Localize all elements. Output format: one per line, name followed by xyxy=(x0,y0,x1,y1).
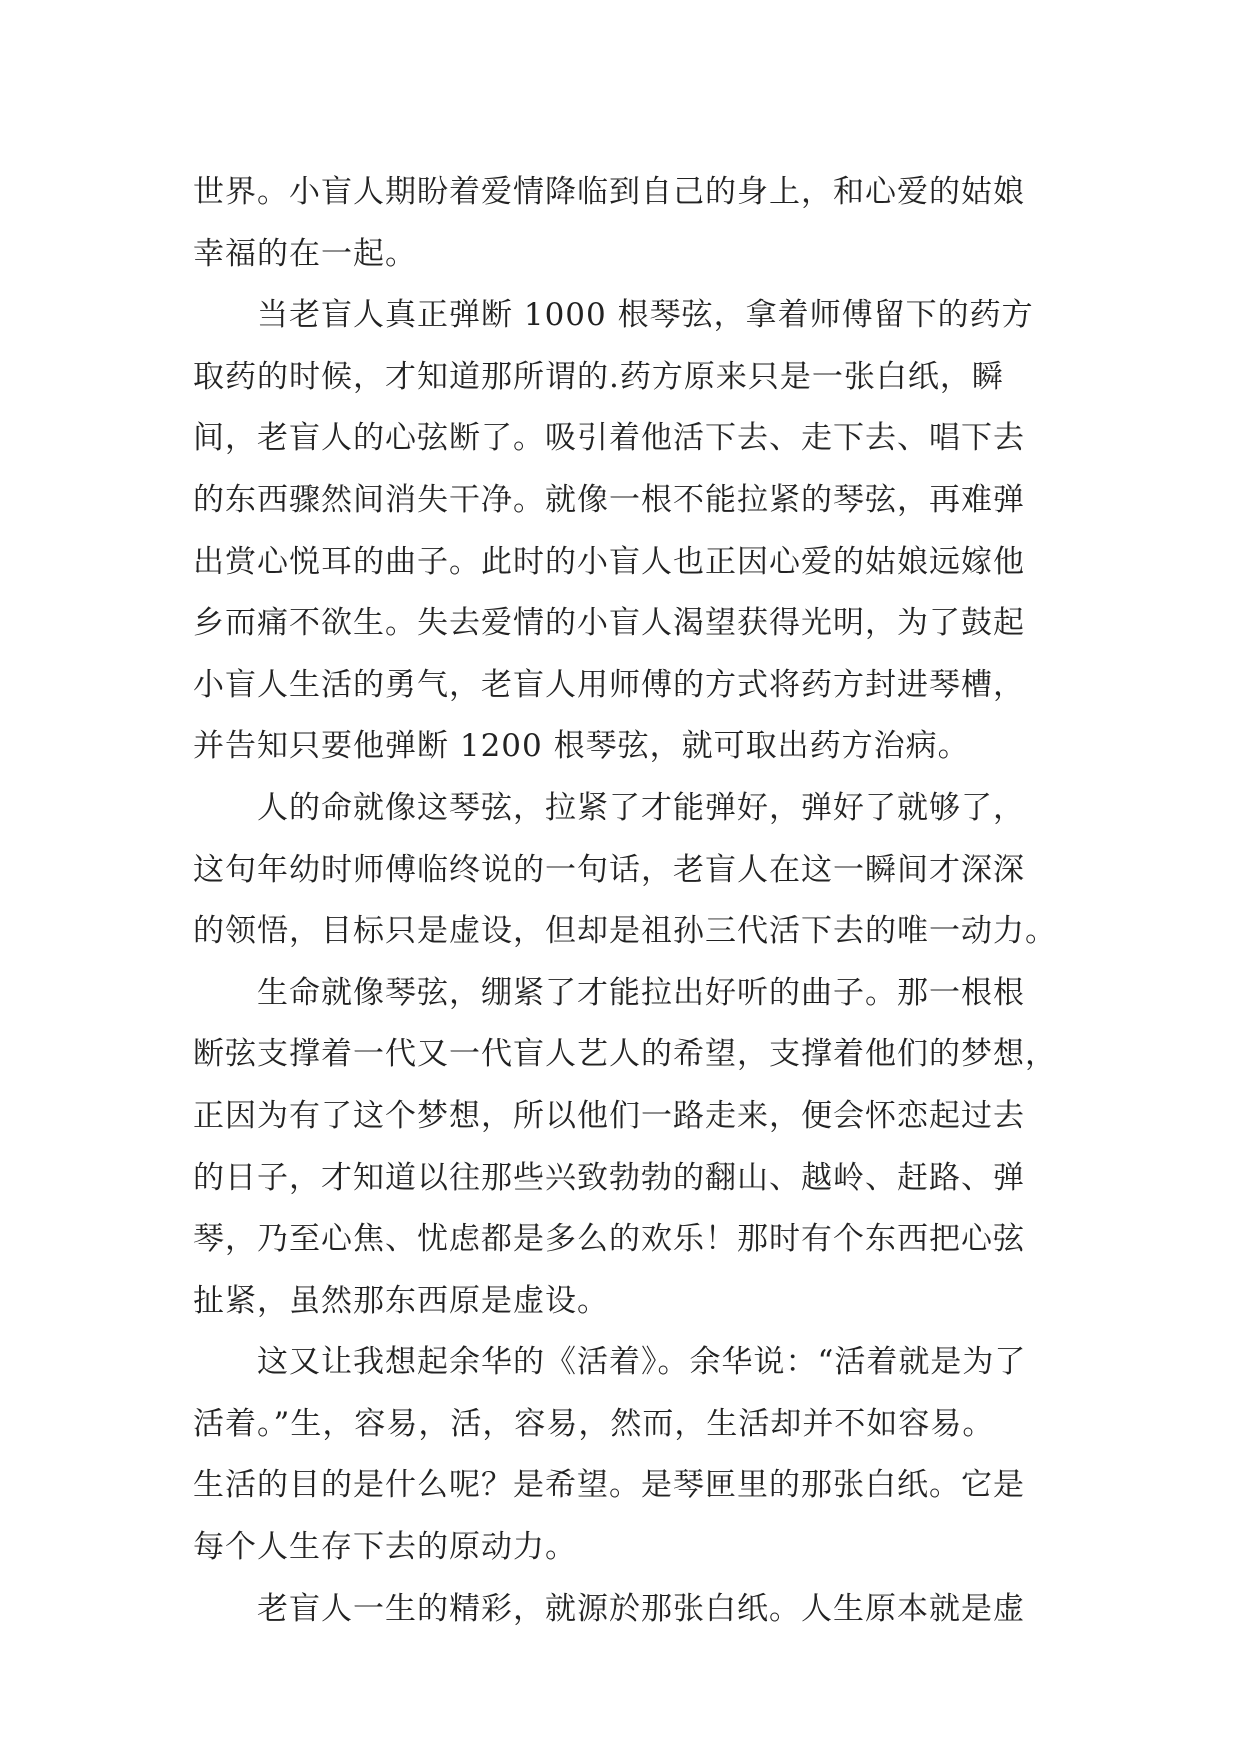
text-line: 老盲人一生的精彩，就源於那张白纸。人生原本就是虚 xyxy=(257,1590,1025,1627)
text-line: 琴，乃至心焦、忧虑都是多么的欢乐！那时有个东西把心弦 xyxy=(193,1221,1025,1258)
text-line: 人的命就像这琴弦，拉紧了才能弹好，弹好了就够了， xyxy=(257,789,1025,826)
text-line: 乡而痛不欲生。失去爱情的小盲人渴望获得光明，为了鼓起 xyxy=(193,605,1025,642)
text-line: 生活的目的是什么呢？是希望。是琴匣里的那张白纸。它是 xyxy=(193,1467,1025,1504)
document-body xyxy=(193,162,1073,1640)
text-line: 世界。小盲人期盼着爱情降临到自己的身上，和心爱的姑娘 xyxy=(193,174,1025,210)
text-line: 幸福的在一起。 xyxy=(193,235,417,272)
text-line: 扯紧，虽然那东西原是虚设。 xyxy=(193,1282,609,1319)
text-line: 这句年幼时师傅临终说的一句话，老盲人在这一瞬间才深深 xyxy=(193,851,1025,888)
paragraph xyxy=(193,162,1073,285)
paragraph xyxy=(193,1579,1073,1641)
text-line: 活着。”生，容易，活，容易，然而，生活却并不如容易。 xyxy=(193,1405,995,1442)
paragraph xyxy=(193,963,1073,1333)
text-line: 生命就像琴弦，绷紧了才能拉出好听的曲子。那一根根 xyxy=(257,974,1025,1011)
paragraph xyxy=(193,1332,1073,1578)
text-line: 并告知只要他弹断 1200 根琴弦，就可取出药方治病。 xyxy=(193,728,970,765)
text-line: 断弦支撑着一代又一代盲人艺人的希望，支撑着他们的梦想， xyxy=(193,1036,1057,1073)
text-line: 每个人生存下去的原动力。 xyxy=(193,1529,577,1566)
text-line: 取药的时候，才知道那所谓的.药方原来只是一张白纸，瞬 xyxy=(193,358,1004,395)
text-line: 正因为有了这个梦想，所以他们一路走来，便会怀恋起过去 xyxy=(193,1097,1025,1134)
paragraph xyxy=(193,778,1073,963)
text-line: 小盲人生活的勇气，老盲人用师傅的方式将药方封进琴槽， xyxy=(193,666,1025,703)
text-line: 间，老盲人的心弦断了。吸引着他活下去、走下去、唱下去 xyxy=(193,420,1025,457)
text-line: 的东西骤然间消失干净。就像一根不能拉紧的琴弦，再难弹 xyxy=(193,481,1025,518)
paragraph xyxy=(193,285,1073,778)
text-line: 的日子，才知道以往那些兴致勃勃的翻山、越岭、赶路、弹 xyxy=(193,1159,1025,1196)
text-line: 这又让我想起余华的《活着》。余华说：“活着就是为了 xyxy=(257,1344,1027,1381)
text-line: 的领悟，目标只是虚设，但却是祖孙三代活下去的唯一动力。 xyxy=(193,913,1057,950)
text-line: 出赏心悦耳的曲子。此时的小盲人也正因心爱的姑娘远嫁他 xyxy=(193,543,1025,580)
text-line: 当老盲人真正弹断 1000 根琴弦，拿着师傅留下的药方 xyxy=(257,297,1034,334)
